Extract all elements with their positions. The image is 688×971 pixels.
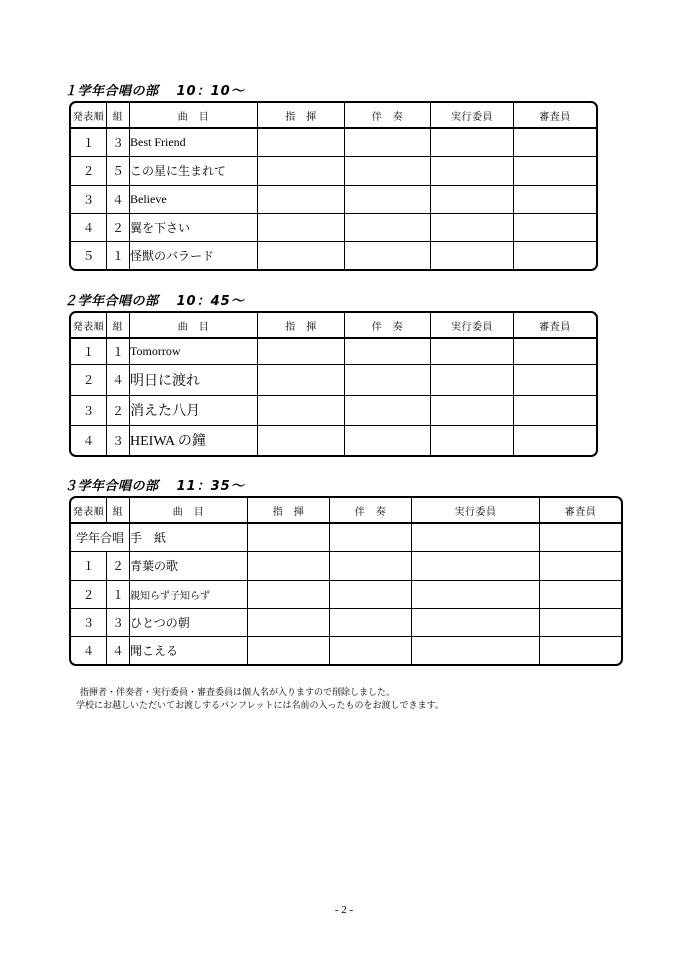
col-header-conductor: 指 揮 [258,103,345,129]
col-header-song: 曲 目 [130,498,248,524]
committee-cell [431,339,514,365]
table-header-row [71,103,596,129]
accompanist-cell [330,637,412,664]
table-row [71,339,596,365]
col-header-order: 発表順 [71,313,107,339]
table-header-row [71,313,596,339]
class-cell: ４ [107,186,130,214]
class-cell: ５ [107,157,130,185]
table-row [71,581,621,609]
judge-cell [514,242,596,269]
accompanist-cell [330,524,412,552]
accompanist-cell [345,186,431,214]
conductor-cell [258,396,345,426]
section-1-time: 10：10～ [176,84,245,99]
col-header-class: 組 [107,103,130,129]
order-cell: １ [71,552,107,580]
table-header-row [71,498,621,524]
class-cell: ２ [107,214,130,242]
song-title: 消えた八月 [130,396,258,426]
order-cell: ２ [71,581,107,609]
conductor-cell [258,157,345,185]
section-2-table [69,311,598,457]
committee-cell [431,129,514,157]
song-title: 青葉の歌 [130,552,248,580]
song-title: 親知らず子知らず [130,581,248,609]
section-3-title: ３学年合唱の部 [64,479,159,494]
conductor-cell [248,637,330,664]
table-row [71,426,596,455]
class-cell: ３ [107,129,130,157]
col-header-judge: 審査員 [540,498,621,524]
song-title: この星に生まれて [130,157,258,185]
committee-cell [412,552,540,580]
col-header-class: 組 [107,498,130,524]
order-cell: ４ [71,426,107,455]
conductor-cell [248,524,330,552]
class-cell: ３ [107,609,130,637]
accompanist-cell [345,242,431,269]
order-cell: ３ [71,396,107,426]
table-row [71,637,621,664]
class-cell: １ [107,581,130,609]
order-cell: ２ [71,157,107,185]
judge-cell [514,396,596,426]
group-label: 学年合唱 [71,524,130,552]
col-header-accompanist: 伴 奏 [345,103,431,129]
table-row-group [71,524,621,552]
committee-cell [412,524,540,552]
col-header-song: 曲 目 [130,103,258,129]
order-cell: ３ [71,609,107,637]
table-row [71,242,596,269]
committee-cell [431,242,514,269]
song-title: 明日に渡れ [130,365,258,395]
accompanist-cell [345,396,431,426]
judge-cell [514,157,596,185]
section-2-title: ２学年合唱の部 [64,294,159,309]
accompanist-cell [345,157,431,185]
section-3-time: 11：35～ [176,479,245,494]
committee-cell [431,396,514,426]
col-header-committee: 実行委員 [412,498,540,524]
judge-cell [514,214,596,242]
table-row [71,609,621,637]
judge-cell [514,426,596,455]
song-title: ひとつの朝 [130,609,248,637]
section-1-table [69,101,598,271]
song-title: Believe [130,186,258,214]
col-header-conductor: 指 揮 [258,313,345,339]
accompanist-cell [345,214,431,242]
col-header-accompanist: 伴 奏 [345,313,431,339]
page-number: - 2 - [334,904,354,916]
judge-cell [540,524,621,552]
song-title: 手 紙 [130,524,248,552]
class-cell: ４ [107,637,130,664]
conductor-cell [248,552,330,580]
section-1-heading [64,80,245,99]
col-header-order: 発表順 [71,103,107,129]
section-2-time: 10：45～ [176,294,245,309]
judge-cell [514,129,596,157]
col-header-judge: 審査員 [514,313,596,339]
conductor-cell [258,339,345,365]
col-header-judge: 審査員 [514,103,596,129]
accompanist-cell [345,365,431,395]
table-row [71,129,596,157]
conductor-cell [258,214,345,242]
judge-cell [540,609,621,637]
order-cell: ２ [71,365,107,395]
table-row [71,365,596,395]
committee-cell [431,365,514,395]
committee-cell [431,157,514,185]
note-line-1: 指揮者・伴奏者・実行委員・審査委員は個人名が入りますので削除しました。 [80,688,396,698]
committee-cell [412,581,540,609]
committee-cell [412,637,540,664]
song-title: 怪獣のバラード [130,242,258,269]
order-cell: ４ [71,637,107,664]
conductor-cell [258,186,345,214]
table-row [71,157,596,185]
col-header-accompanist: 伴 奏 [330,498,412,524]
committee-cell [412,609,540,637]
committee-cell [431,426,514,455]
conductor-cell [248,609,330,637]
judge-cell [514,365,596,395]
order-cell: １ [71,129,107,157]
committee-cell [431,214,514,242]
col-header-conductor: 指 揮 [248,498,330,524]
col-header-class: 組 [107,313,130,339]
col-header-song: 曲 目 [130,313,258,339]
judge-cell [540,552,621,580]
conductor-cell [258,426,345,455]
judge-cell [514,186,596,214]
conductor-cell [248,581,330,609]
section-2-heading [64,290,245,309]
song-title: Best Friend [130,129,258,157]
table-row [71,186,596,214]
table-row [71,396,596,426]
judge-cell [540,581,621,609]
class-cell: ２ [107,552,130,580]
table-row [71,552,621,580]
conductor-cell [258,365,345,395]
order-cell: １ [71,339,107,365]
col-header-committee: 実行委員 [431,103,514,129]
conductor-cell [258,129,345,157]
class-cell: ２ [107,396,130,426]
order-cell: ４ [71,214,107,242]
note-line-2: 学校にお越しいただいてお渡しするパンフレットには名前の入ったものをお渡しできます。 [76,701,444,711]
song-title: 聞こえる [130,637,248,664]
section-1-title: １学年合唱の部 [64,84,159,99]
class-cell: ４ [107,365,130,395]
accompanist-cell [345,129,431,157]
song-title: 翼を下さい [130,214,258,242]
class-cell: １ [107,339,130,365]
table-row [71,214,596,242]
judge-cell [540,637,621,664]
section-3-table [69,496,623,666]
conductor-cell [258,242,345,269]
col-header-committee: 実行委員 [431,313,514,339]
accompanist-cell [345,339,431,365]
class-cell: １ [107,242,130,269]
order-cell: ５ [71,242,107,269]
order-cell: ３ [71,186,107,214]
song-title: Tomorrow [130,339,258,365]
committee-cell [431,186,514,214]
accompanist-cell [330,609,412,637]
col-header-order: 発表順 [71,498,107,524]
accompanist-cell [330,581,412,609]
judge-cell [514,339,596,365]
song-title: HEIWA の鐘 [130,426,258,455]
accompanist-cell [345,426,431,455]
section-3-heading [64,475,245,494]
accompanist-cell [330,552,412,580]
class-cell: ３ [107,426,130,455]
